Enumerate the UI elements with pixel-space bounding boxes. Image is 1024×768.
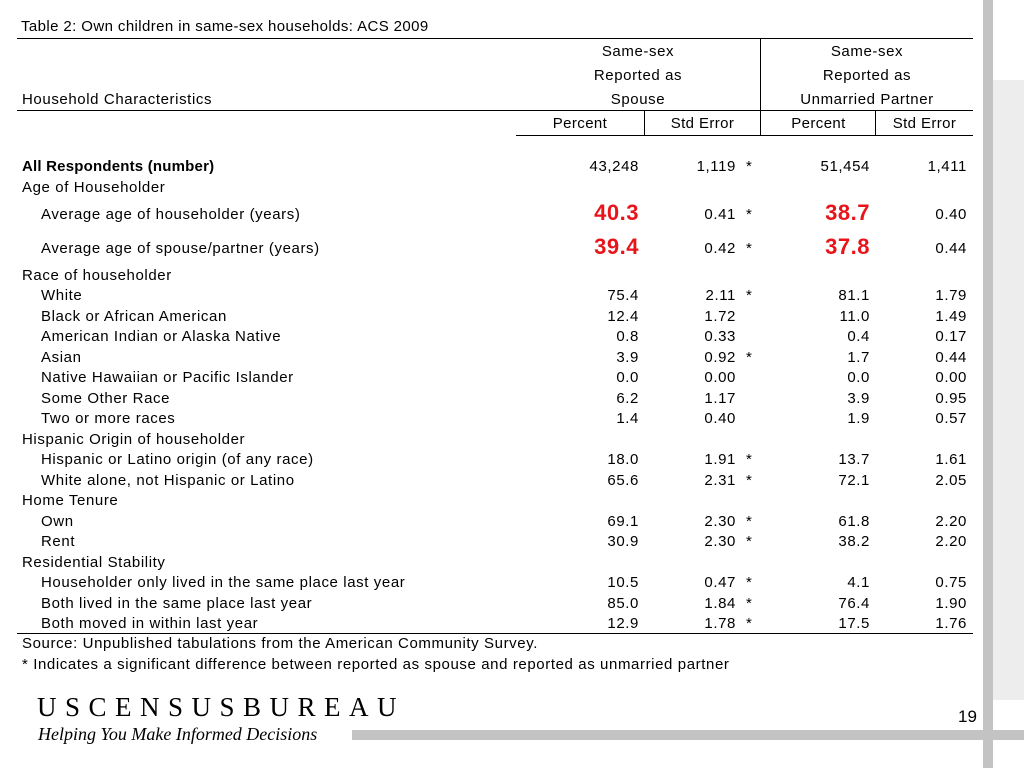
page-number: 19 xyxy=(958,707,977,726)
significance-marker: * xyxy=(746,206,752,223)
cell-se1: 0.41 xyxy=(704,206,736,223)
cell-p1: 69.1 xyxy=(607,513,639,530)
cell-p1: 40.3 xyxy=(594,200,639,225)
cell-p2: 72.1 xyxy=(838,472,870,489)
cell-se2: 0.57 xyxy=(935,410,967,427)
cell-se1: 1.72 xyxy=(704,308,736,325)
cell-se2: 0.44 xyxy=(935,240,967,257)
cell-se1: 2.30 xyxy=(704,533,736,550)
cell-p1: 12.4 xyxy=(607,308,639,325)
table-caption: Table 2: Own children in same-sex households: ACS 2009 xyxy=(21,18,429,35)
row-label: Hispanic or Latino origin (of any race) xyxy=(41,451,314,468)
significance-marker: * xyxy=(746,240,752,257)
cell-p2: 0.0 xyxy=(847,369,870,386)
subheader-percent-1: Percent xyxy=(552,115,608,132)
row-label: Two or more races xyxy=(41,410,176,427)
cell-p2: 4.1 xyxy=(847,574,870,591)
cell-p1: 75.4 xyxy=(607,287,639,304)
cell-p1: 43,248 xyxy=(589,158,639,175)
row-label: Race of householder xyxy=(22,267,172,284)
cell-se1: 2.30 xyxy=(704,513,736,530)
cell-p1: 0.8 xyxy=(616,328,639,345)
subheader-percent-2: Percent xyxy=(791,115,846,132)
cell-p1: 39.4 xyxy=(594,234,639,259)
cell-se2: 1.76 xyxy=(935,615,967,632)
significance-marker: * xyxy=(746,287,752,304)
row-label: Own xyxy=(41,513,74,530)
header-group1-line2: Reported as xyxy=(593,67,683,84)
decor-bar-horizontal xyxy=(352,730,1024,740)
cell-se1: 0.40 xyxy=(704,410,736,427)
cell-p2: 17.5 xyxy=(838,615,870,632)
cell-se2: 2.20 xyxy=(935,533,967,550)
cell-se2: 1.90 xyxy=(935,595,967,612)
rule-subheader xyxy=(516,135,973,136)
significance-marker: * xyxy=(746,158,752,175)
row-label: Householder only lived in the same place last year xyxy=(41,574,406,591)
row-label: Some Other Race xyxy=(41,390,171,407)
cell-se1: 2.31 xyxy=(704,472,736,489)
cell-se2: 0.40 xyxy=(935,206,967,223)
cell-se2: 1.61 xyxy=(935,451,967,468)
cell-p1: 3.9 xyxy=(616,349,639,366)
significance-marker: * xyxy=(746,574,752,591)
row-label: Residential Stability xyxy=(22,554,166,571)
cell-se2: 0.75 xyxy=(935,574,967,591)
header-group1-line3: Spouse xyxy=(610,91,666,108)
header-group1-line1: Same-sex xyxy=(601,43,675,60)
cell-p1: 0.0 xyxy=(616,369,639,386)
cell-se1: 1.78 xyxy=(704,615,736,632)
row-label: Asian xyxy=(41,349,82,366)
row-label: Average age of householder (years) xyxy=(41,206,301,223)
row-label: Native Hawaiian or Pacific Islander xyxy=(41,369,294,386)
header-group2-line3: Unmarried Partner xyxy=(800,91,934,108)
cell-p2: 13.7 xyxy=(838,451,870,468)
row-label: Rent xyxy=(41,533,76,550)
cell-p1: 1.4 xyxy=(616,410,639,427)
cell-se1: 1.84 xyxy=(704,595,736,612)
cell-se1: 0.47 xyxy=(704,574,736,591)
cell-se2: 2.05 xyxy=(935,472,967,489)
cell-se1: 2.11 xyxy=(705,287,736,304)
row-label: American Indian or Alaska Native xyxy=(41,328,282,345)
cell-p2: 1.9 xyxy=(847,410,870,427)
cell-se2: 1,411 xyxy=(927,158,967,175)
row-label: Black or African American xyxy=(41,308,227,325)
cell-se2: 2.20 xyxy=(935,513,967,530)
header-group2-line2: Reported as xyxy=(822,67,912,84)
cell-p1: 10.5 xyxy=(607,574,639,591)
source-note: Source: Unpublished tabulations from the American Community Survey. xyxy=(22,635,538,652)
header-group2-line1: Same-sex xyxy=(830,43,904,60)
cell-se2: 0.44 xyxy=(935,349,967,366)
cell-p1: 6.2 xyxy=(616,390,639,407)
cell-p2: 0.4 xyxy=(847,328,870,345)
row-label: Average age of spouse/partner (years) xyxy=(41,240,320,257)
rule-header xyxy=(17,110,973,111)
census-bureau-logo: USCENSUSBUREAU xyxy=(37,692,406,722)
cell-p1: 12.9 xyxy=(607,615,639,632)
cell-p2: 11.0 xyxy=(839,308,870,325)
decor-shadow-right xyxy=(993,80,1024,700)
row-label: Both moved in within last year xyxy=(41,615,259,632)
cell-se2: 1.49 xyxy=(935,308,967,325)
cell-se1: 0.33 xyxy=(704,328,736,345)
cell-p2: 1.7 xyxy=(847,349,870,366)
cell-p2: 61.8 xyxy=(838,513,870,530)
row-label: Home Tenure xyxy=(22,492,119,509)
row-label: Both lived in the same place last year xyxy=(41,595,313,612)
cell-p1: 30.9 xyxy=(607,533,639,550)
cell-se2: 0.17 xyxy=(935,328,967,345)
cell-p2: 76.4 xyxy=(838,595,870,612)
row-label: Hispanic Origin of householder xyxy=(22,431,246,448)
cell-p2: 38.2 xyxy=(838,533,870,550)
cell-p2: 81.1 xyxy=(838,287,870,304)
subheader-stderr-1: Std Error xyxy=(670,115,735,132)
decor-bar-vertical xyxy=(983,0,993,768)
row-label-header: Household Characteristics xyxy=(22,91,213,108)
cell-se1: 1,119 xyxy=(696,158,736,175)
significance-marker: * xyxy=(746,615,752,632)
row-label: Age of Householder xyxy=(22,179,166,196)
cell-se1: 0.42 xyxy=(704,240,736,257)
row-label: White alone, not Hispanic or Latino xyxy=(41,472,295,489)
significance-marker: * xyxy=(746,349,752,366)
cell-se2: 1.79 xyxy=(935,287,967,304)
row-label: White xyxy=(41,287,83,304)
significance-marker: * xyxy=(746,595,752,612)
cell-p2: 3.9 xyxy=(847,390,870,407)
cell-p1: 18.0 xyxy=(607,451,639,468)
subheader-stderr-2: Std Error xyxy=(892,115,957,132)
cell-se1: 0.00 xyxy=(704,369,736,386)
cell-p2: 38.7 xyxy=(825,200,870,225)
significance-marker: * xyxy=(746,513,752,530)
significance-note: * Indicates a significant difference between reported as spouse and reported as unmarried partner xyxy=(22,656,730,673)
rule-bottom xyxy=(17,633,973,634)
rule-group-divider xyxy=(760,39,761,135)
cell-p2: 37.8 xyxy=(825,234,870,259)
cell-p1: 65.6 xyxy=(607,472,639,489)
row-label: All Respondents (number) xyxy=(22,158,215,175)
cell-p1: 85.0 xyxy=(607,595,639,612)
logo-tagline: Helping You Make Informed Decisions xyxy=(38,724,318,744)
cell-se1: 1.17 xyxy=(704,390,736,407)
cell-p2: 51,454 xyxy=(820,158,870,175)
significance-marker: * xyxy=(746,472,752,489)
cell-se2: 0.00 xyxy=(935,369,967,386)
cell-se2: 0.95 xyxy=(935,390,967,407)
cell-se1: 0.92 xyxy=(704,349,736,366)
rule-top xyxy=(17,38,973,39)
significance-marker: * xyxy=(746,451,752,468)
cell-se1: 1.91 xyxy=(704,451,736,468)
significance-marker: * xyxy=(746,533,752,550)
